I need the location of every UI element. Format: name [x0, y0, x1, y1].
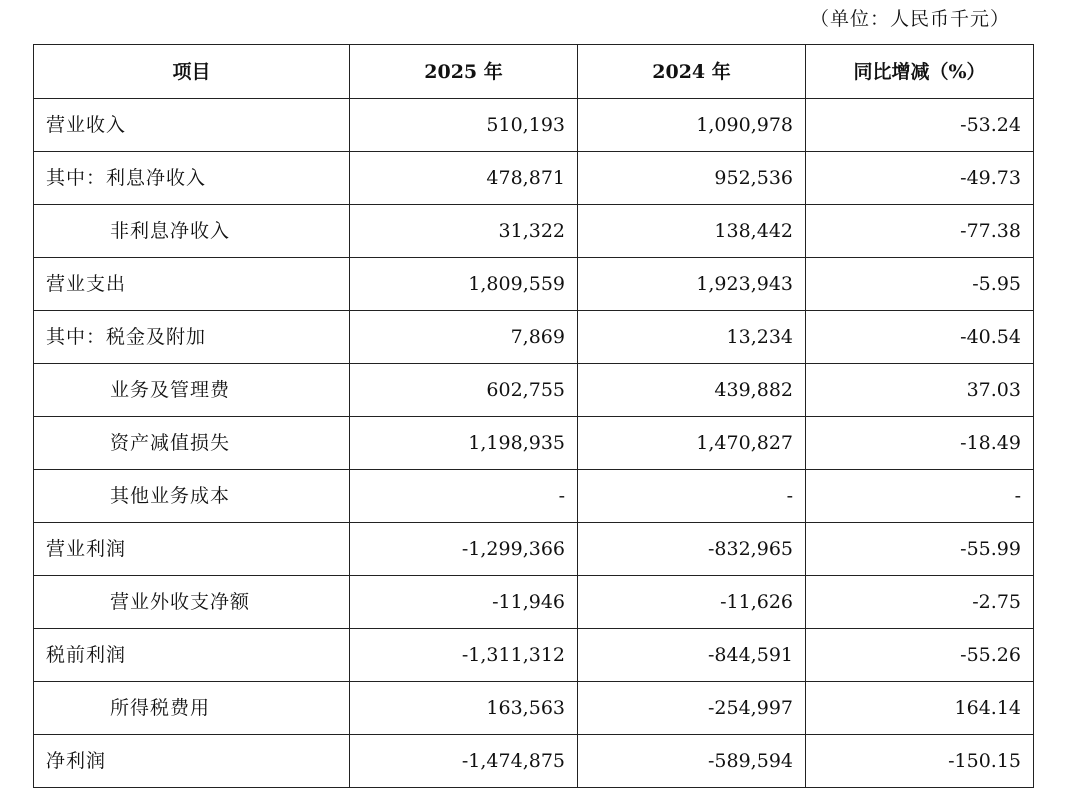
value-2025: -1,474,875 — [350, 735, 578, 788]
value-2024: 1,090,978 — [578, 99, 806, 152]
table-row — [34, 258, 1034, 311]
value-2025: 31,322 — [350, 205, 578, 258]
row-label: 税前利润 — [34, 629, 350, 682]
yoy-change: 37.03 — [806, 364, 1034, 417]
value-2024: -254,997 — [578, 682, 806, 735]
row-label: 营业收入 — [34, 99, 350, 152]
yoy-change: -5.95 — [806, 258, 1034, 311]
table-row — [34, 576, 1034, 629]
yoy-change: -53.24 — [806, 99, 1034, 152]
table-row — [34, 523, 1034, 576]
row-label: 资产减值损失 — [34, 417, 350, 470]
table-row — [34, 311, 1034, 364]
row-label: 非利息净收入 — [34, 205, 350, 258]
table-row — [34, 417, 1034, 470]
header-yoy-change: 同比增减（%） — [806, 45, 1034, 99]
row-label: 营业支出 — [34, 258, 350, 311]
yoy-change: -18.49 — [806, 417, 1034, 470]
yoy-change: -55.99 — [806, 523, 1034, 576]
value-2024: -844,591 — [578, 629, 806, 682]
value-2024: 439,882 — [578, 364, 806, 417]
yoy-change: 164.14 — [806, 682, 1034, 735]
value-2025: -1,299,366 — [350, 523, 578, 576]
yoy-change: -150.15 — [806, 735, 1034, 788]
yoy-change: - — [806, 470, 1034, 523]
value-2024: -11,626 — [578, 576, 806, 629]
value-2024: 1,923,943 — [578, 258, 806, 311]
value-2025: 7,869 — [350, 311, 578, 364]
value-2025: 478,871 — [350, 152, 578, 205]
value-2024: - — [578, 470, 806, 523]
value-2025: -11,946 — [350, 576, 578, 629]
row-label: 营业利润 — [34, 523, 350, 576]
value-2025: 510,193 — [350, 99, 578, 152]
table-row — [34, 629, 1034, 682]
row-label: 净利润 — [34, 735, 350, 788]
yoy-change: -40.54 — [806, 311, 1034, 364]
value-2025: 602,755 — [350, 364, 578, 417]
value-2024: -832,965 — [578, 523, 806, 576]
value-2025: 163,563 — [350, 682, 578, 735]
row-label: 其中：利息净收入 — [34, 152, 350, 205]
table-row — [34, 735, 1034, 788]
value-2025: 1,198,935 — [350, 417, 578, 470]
header-item: 项目 — [34, 45, 350, 99]
row-label: 其他业务成本 — [34, 470, 350, 523]
header-row — [34, 45, 1034, 99]
value-2024: 138,442 — [578, 205, 806, 258]
value-2024: 13,234 — [578, 311, 806, 364]
value-2024: 952,536 — [578, 152, 806, 205]
row-label: 业务及管理费 — [34, 364, 350, 417]
table-row — [34, 152, 1034, 205]
table-row — [34, 470, 1034, 523]
header-2024: 2024 年 — [578, 45, 806, 99]
table-header — [34, 45, 1034, 99]
table-body — [34, 99, 1034, 788]
value-2025: 1,809,559 — [350, 258, 578, 311]
yoy-change: -2.75 — [806, 576, 1034, 629]
row-label: 其中：税金及附加 — [34, 311, 350, 364]
financial-table — [33, 44, 1034, 788]
unit-note: （单位：人民币千元） — [809, 8, 1010, 30]
table-row — [34, 364, 1034, 417]
yoy-change: -49.73 — [806, 152, 1034, 205]
table-row — [34, 205, 1034, 258]
header-2025: 2025 年 — [350, 45, 578, 99]
yoy-change: -55.26 — [806, 629, 1034, 682]
table-row — [34, 99, 1034, 152]
value-2024: 1,470,827 — [578, 417, 806, 470]
yoy-change: -77.38 — [806, 205, 1034, 258]
value-2024: -589,594 — [578, 735, 806, 788]
row-label: 所得税费用 — [34, 682, 350, 735]
value-2025: -1,311,312 — [350, 629, 578, 682]
table-row — [34, 682, 1034, 735]
row-label: 营业外收支净额 — [34, 576, 350, 629]
value-2025: - — [350, 470, 578, 523]
